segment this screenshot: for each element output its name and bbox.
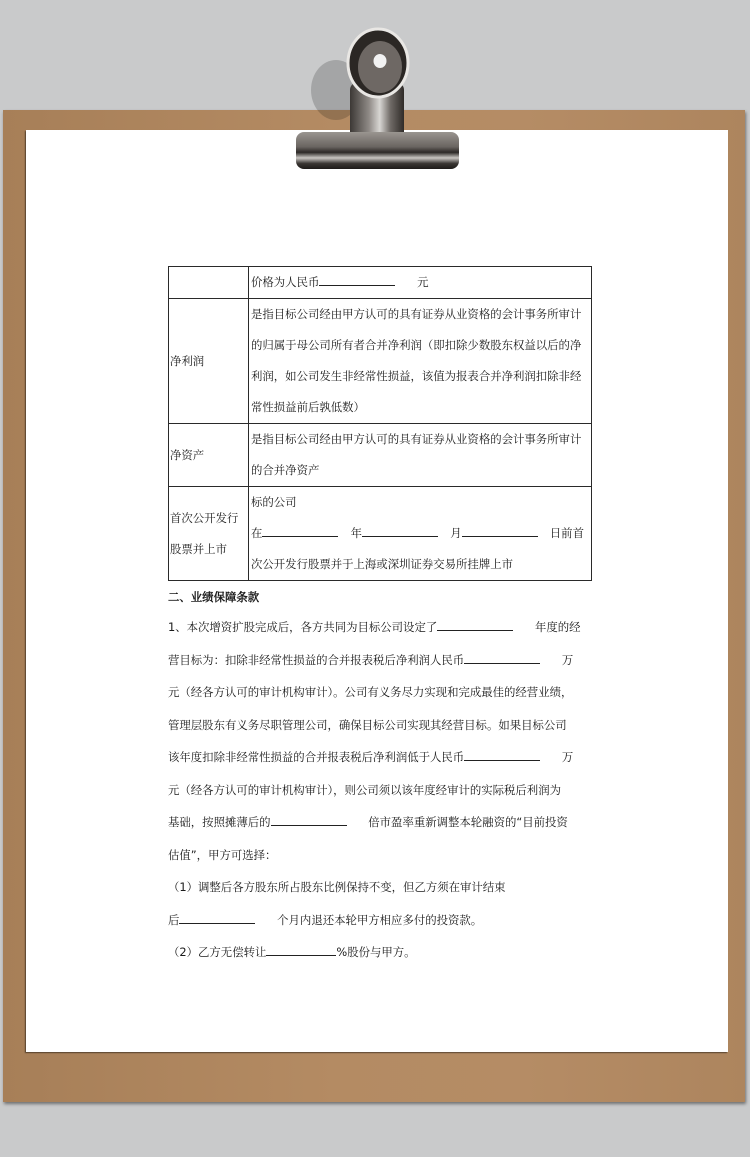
table-row: [169, 267, 592, 299]
term-label: 净利润: [169, 299, 249, 424]
price-blank[interactable]: [319, 275, 395, 286]
target-year-blank[interactable]: [437, 620, 513, 631]
table-row: [169, 424, 592, 487]
table-row: [169, 487, 592, 581]
term-definition: 价格为人民币 元: [249, 267, 592, 299]
option-1: （1）调整后各方股东所占股东比例保持不变，但乙方须在审计结束 后 个月内退还本轮甲方相应多付的投资款。: [168, 880, 506, 927]
definitions-table: [168, 266, 592, 581]
months-blank[interactable]: [179, 913, 255, 924]
option-2: （2）乙方无偿转让 %股份与甲方。: [168, 945, 416, 959]
table-row: [169, 299, 592, 424]
term-definition: 是指目标公司经由甲方认可的具有证券从业资格的会计事务所审计 的归属于母公司所有者合并净利润（即扣除少数股东权益以后的净 利润，如公司发生非经常性损益，该值为报表合并净利润扣除非经 常性损益前后孰低数）: [249, 299, 592, 424]
term-label: [169, 267, 249, 299]
month-blank[interactable]: [362, 526, 438, 537]
term-definition: 标的公司 在 年 月 日前首 次公开发行股票并于上海或深圳证券交易所挂牌上市: [249, 487, 592, 581]
binder-clip-icon: [296, 25, 464, 170]
target-profit-blank[interactable]: [464, 653, 540, 664]
term-label: 首次公开发行 股票并上市: [169, 487, 249, 581]
min-profit-blank[interactable]: [464, 750, 540, 761]
clause-1: 1、本次增资扩股完成后，各方共同为目标公司设定了 年度的经 营目标为：扣除非经常性损益的合并报表税后净利润人民币 万 元（经各方认可的审计机构审计）。公司有义务尽力实现和完成最佳的经营业绩， 管理层股东有义务尽职管理公司，确保目标公司实现其经营目标。如果目标公司 该年度扣除非经常性损益的合并报表税后净利润低于人民币 万 元（经各方认可的审计机构审计），则公司须以该年度经审计的实际税后利润为 基础，按照摊薄后的 倍市盈率重新调整本轮融资的“目前投资 估值”，甲方可选择：: [168, 620, 581, 862]
day-blank[interactable]: [462, 526, 538, 537]
share-percent-blank[interactable]: [266, 945, 336, 956]
pe-ratio-blank[interactable]: [271, 815, 347, 826]
term-definition: 是指目标公司经由甲方认可的具有证券从业资格的会计事务所审计 的合并净资产: [249, 424, 592, 487]
year-blank[interactable]: [262, 526, 338, 537]
contract-content: [168, 266, 592, 969]
section-title: 二、业绩保障条款: [168, 590, 260, 604]
term-label: 净资产: [169, 424, 249, 487]
